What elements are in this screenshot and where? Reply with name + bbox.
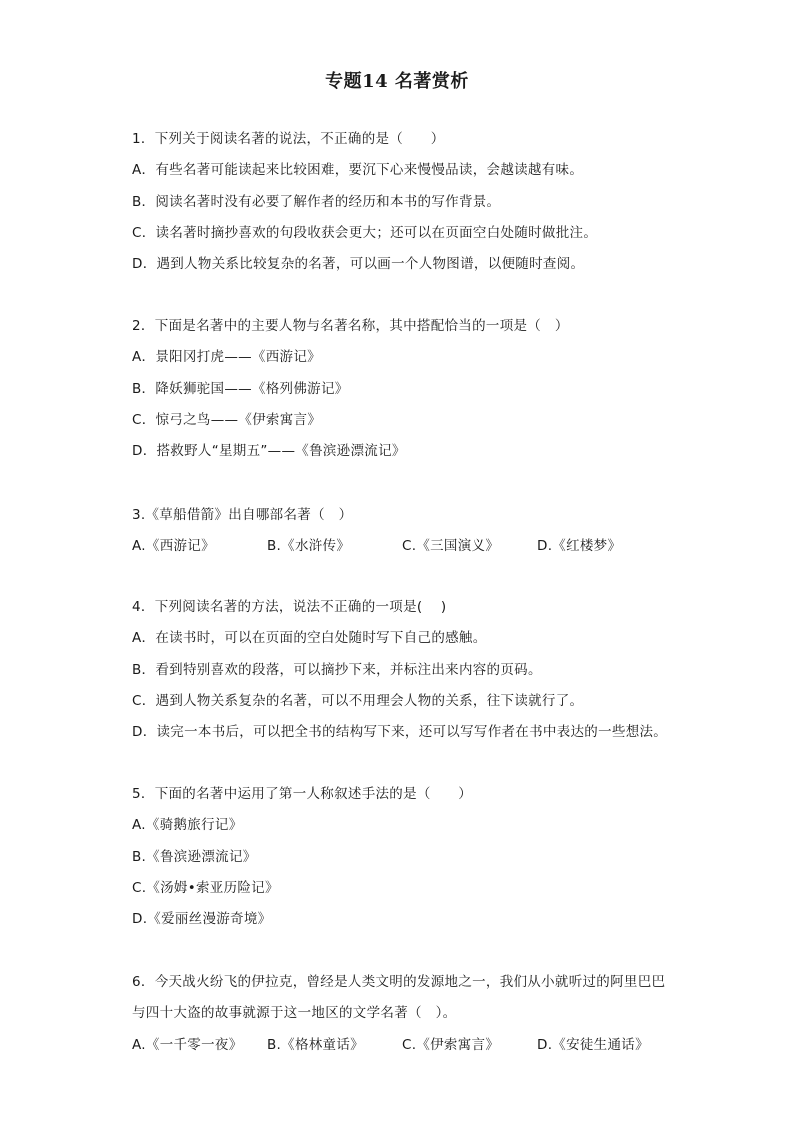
option-d: D.《红楼梦》	[537, 538, 622, 555]
option-b: B．看到特别喜欢的段落，可以摘抄下来，并标注出来内容的页码。	[132, 661, 542, 678]
option-row	[132, 531, 672, 562]
option-d: D．搭救野人“星期五”——《鲁滨逊漂流记》	[132, 443, 406, 460]
question-stem: 2．下面是名著中的主要人物与名著名称，其中搭配恰当的一项是（ ）	[132, 318, 569, 334]
option-c: C.《伊索寓言》	[402, 1036, 500, 1053]
option-c: C．读名著时摘抄喜欢的句段收获会更大；还可以在页面空白处随时做批注。	[132, 224, 598, 241]
option-a: A.《西游记》	[132, 538, 215, 555]
option-c: C.《汤姆•索亚历险记》	[132, 879, 279, 896]
option-a: A．在读书时，可以在页面的空白处随时写下自己的感触。	[132, 630, 487, 647]
option-b: B.《水浒传》	[267, 538, 351, 555]
question-6	[132, 967, 672, 1061]
option-b: B.《鲁滨逊漂流记》	[132, 848, 257, 865]
option-c: C．遇到人物关系复杂的名著，可以不用理会人物的关系，往下读就行了。	[132, 692, 584, 709]
option-d: D.《安徒生通话》	[537, 1036, 649, 1053]
question-stem: 1．下列关于阅读名著的说法，不正确的是（ ）	[132, 131, 445, 147]
option-b: B．降妖狮驼国——《格列佛游记》	[132, 380, 349, 397]
page-title: 专题14 名著赏析	[325, 71, 469, 92]
question-2	[132, 311, 672, 500]
question-stem: 3.《草船借箭》出自哪部名著（ ）	[132, 507, 353, 523]
option-a: A．景阳冈打虎——《西游记》	[132, 349, 321, 366]
option-a: A.《一千零一夜》	[132, 1036, 243, 1053]
question-list	[132, 124, 672, 1061]
question-5	[132, 779, 672, 967]
question-stem: 5．下面的名著中运用了第一人称叙述手法的是（ ）	[132, 786, 473, 802]
option-b: B.《格林童话》	[267, 1036, 364, 1053]
option-row	[132, 1030, 672, 1061]
question-4	[132, 592, 672, 779]
question-3	[132, 500, 672, 592]
option-a: A．有些名著可能读起来比较困难，要沉下心来慢慢品读，会越读越有味。	[132, 162, 584, 179]
option-d: D．遇到人物关系比较复杂的名著，可以画一个人物图谱，以便随时查阅。	[132, 256, 585, 273]
option-d: D．读完一本书后，可以把全书的结构写下来，还可以写写作者在书中表达的一些想法。	[132, 724, 668, 741]
option-c: C．惊弓之鸟——《伊索寓言》	[132, 411, 322, 428]
question-1	[132, 124, 672, 311]
question-stem: 6．今天战火纷飞的伊拉克，曾经是人类文明的发源地之一，我们从小就听过的阿里巴巴与四十大盗的故事就源于这一地区的文学名著（ ）。	[132, 974, 666, 1022]
option-c: C.《三国演义》	[402, 538, 500, 555]
question-stem: 4．下列阅读名著的方法，说法不正确的一项是( )	[132, 599, 447, 615]
option-a: A.《骑鹅旅行记》	[132, 817, 243, 834]
option-d: D.《爱丽丝漫游奇境》	[132, 911, 272, 928]
option-b: B．阅读名著时没有必要了解作者的经历和本书的写作背景。	[132, 193, 501, 210]
